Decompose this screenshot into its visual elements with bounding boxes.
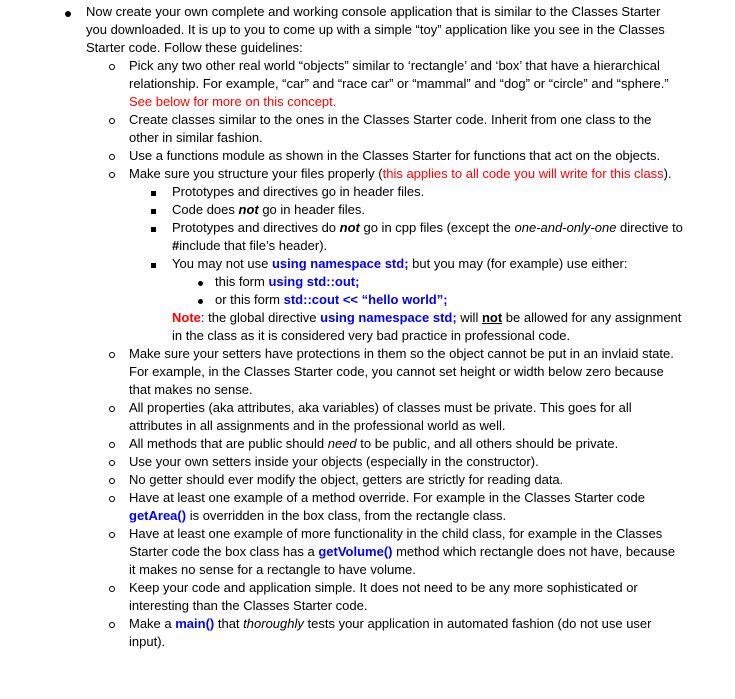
sub-bullet-marker [109, 147, 115, 165]
code-using-namespace: using namespace std; [271, 256, 409, 271]
guideline-objects-1: Pick any two other real world “objects” similar to ‘rectangle’ and ‘box’ that have a hierarchical [129, 58, 660, 73]
guideline-main-1: Make a main() that thoroughly tests your application in automated fashion (do not use user [129, 616, 652, 631]
code-std-cout: std::cout << “hello world”; [283, 292, 448, 307]
sub-bullet-marker [109, 489, 115, 507]
sub-bullet-marker [109, 165, 115, 183]
guideline-override-2: getArea() is overridden in the box class, from the rectangle class. [129, 508, 507, 523]
guideline-simple-1: Keep your code and application simple. It does not need to be any more sophisticated or [129, 580, 638, 595]
rule-namespace: You may not use using namespace std; but you may (for example) use either: [172, 256, 628, 271]
sub-bullet-marker [109, 345, 115, 363]
guideline-classes-2: other in similar fashion. [129, 130, 263, 145]
code-main: main() [175, 616, 215, 631]
square-bullet-marker [151, 219, 156, 237]
example-std-cout: or this form std::cout << “hello world”; [215, 292, 448, 307]
square-bullet-marker [151, 183, 156, 201]
guideline-child-2: Starter code the box class has a getVolume() method which rectangle does not have, because [129, 544, 676, 559]
sub-bullet-marker [109, 471, 115, 489]
rule-prototypes-cpp-1: Prototypes and directives do not go in cpp files (except the one-and-only-one directive to [172, 220, 683, 235]
sub-bullet-marker [109, 111, 115, 129]
code-getarea: getArea() [129, 508, 187, 523]
guideline-override-1: Have at least one example of a method override. For example in the Classes Starter code [129, 490, 645, 505]
guideline-simple-2: interesting than the Classes Starter code. [129, 598, 368, 613]
sub-bullet-marker [109, 579, 115, 597]
rule-prototypes-headers: Prototypes and directives go in header files. [172, 184, 425, 199]
sub-bullet-marker [109, 453, 115, 471]
square-bullet-marker [151, 201, 156, 219]
guideline-setters-3: that makes no sense. [129, 382, 253, 397]
rule-code-not-in-headers: Code does not go in header files. [172, 202, 365, 217]
structure-note-red: this applies to all code you will write for this class [382, 166, 664, 181]
sub-bullet-marker [109, 57, 115, 75]
code-getvolume: getVolume() [318, 544, 393, 559]
code-global-directive: using namespace std; [320, 310, 457, 325]
guideline-setters-2: For example, in the Classes Starter code, you cannot set height or width below zero because [129, 364, 664, 379]
dot-bullet-marker [198, 291, 203, 309]
guideline-main-2: input). [129, 634, 166, 649]
note-line-1: Note: the global directive using namespace std; will not be allowed for any assignment [172, 310, 682, 325]
rule-prototypes-cpp-2: #include that file’s header). [172, 238, 328, 253]
intro-line-3: Starter code. Follow these guidelines: [86, 40, 303, 55]
sub-bullet-marker [109, 525, 115, 543]
bullet-marker [65, 4, 71, 22]
sub-bullet-marker [109, 399, 115, 417]
sub-bullet-marker [109, 435, 115, 453]
guideline-public-methods: All methods that are public should need to be public, and all others should be private. [129, 436, 619, 451]
example-using-std: this form using std::out; [215, 274, 360, 289]
guideline-own-setters: Use your own setters inside your objects (especially in the constructor). [129, 454, 539, 469]
code-using-std-out: using std::out; [268, 274, 360, 289]
dot-bullet-marker [198, 273, 203, 291]
note-line-2: in the class as it is considered very bad practice in professional code. [172, 328, 571, 343]
guideline-private-1: All properties (aka attributes, aka variables) of classes must be private. This goes for all [129, 400, 632, 415]
guideline-getters: No getter should ever modify the object, getters are strictly for reading data. [129, 472, 564, 487]
guideline-child-1: Have at least one example of more functionality in the child class, for example in the Classes [129, 526, 663, 541]
note-label: Note [172, 310, 201, 325]
guideline-objects-2: relationship. For example, “car” and “race car” or “mammal” and “dog” or “circle” and “sphere.” [129, 76, 669, 91]
square-bullet-marker [151, 255, 156, 273]
guideline-private-2: attributes in all assignments and in the professional world as well. [129, 418, 506, 433]
guideline-functions: Use a functions module as shown in the Classes Starter for functions that act on the objects. [129, 148, 661, 163]
intro-line-2: you downloaded. It is up to you to come up with a simple “toy” application like you see in the Classes [86, 22, 665, 37]
sub-bullet-marker [109, 615, 115, 633]
guideline-objects-see-below: See below for more on this concept. [129, 94, 337, 109]
intro-line-1: Now create your own complete and working console application that is similar to the Classes Starter [86, 4, 661, 19]
guideline-structure: Make sure you structure your files properly (this applies to all code you will write for this class). [129, 166, 672, 181]
guideline-classes-1: Create classes similar to the ones in the Classes Starter code. Inherit from one class to the [129, 112, 652, 127]
guideline-setters-1: Make sure your setters have protections in them so the object cannot be put in an invlaid state. [129, 346, 674, 361]
guideline-child-3: it makes no sense for a rectangle to have volume. [129, 562, 416, 577]
